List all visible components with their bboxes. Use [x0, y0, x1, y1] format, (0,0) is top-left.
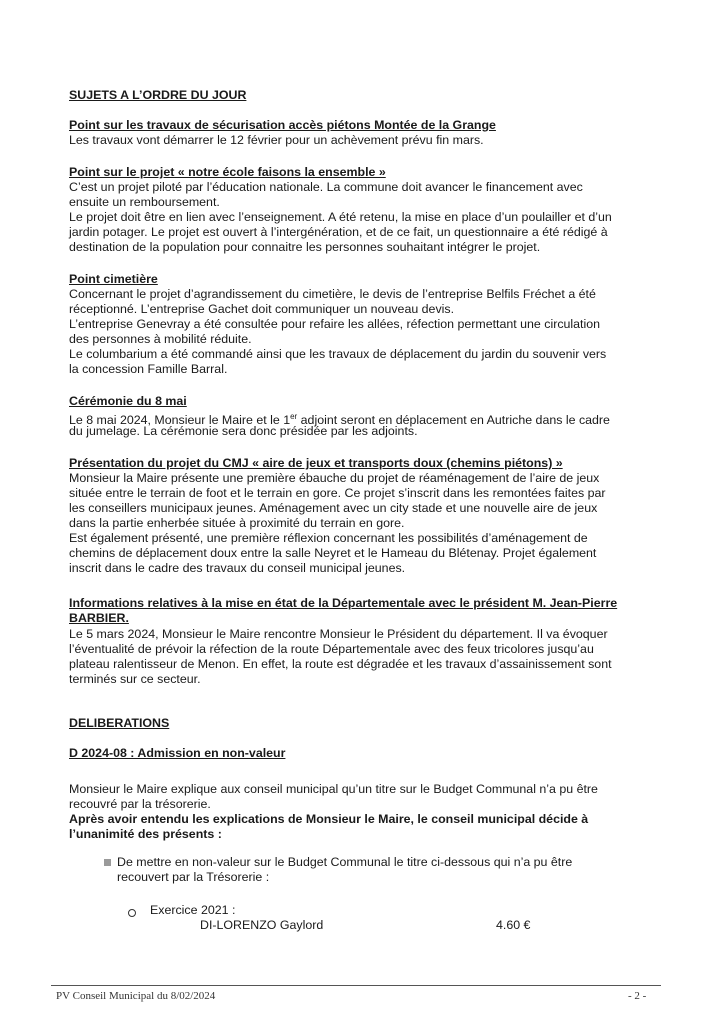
exercise-label: Exercice 2021 : — [150, 903, 236, 917]
paragraph-line: Le 5 mars 2024, Monsieur le Maire rencontre Monsieur le Président du département. Il va évoquer — [69, 627, 608, 641]
decision-line: Après avoir entendu les explications de Monsieur le Maire, le conseil municipal décide à — [69, 812, 589, 826]
paragraph-line: chemins de déplacement doux entre la salle Neyret et le Hameau du Blétenay. Projet également — [69, 546, 597, 560]
paragraph-line: réceptionné. L’entreprise Gachet doit communiquer un nouveau devis. — [69, 302, 455, 316]
section-title-departementale: Informations relatives à la mise en état de la Départementale avec le président M. Jean-Pierre — [69, 596, 618, 610]
amount-value: 4.60 € — [496, 918, 531, 932]
paragraph-line: la concession Famille Barral. — [69, 362, 228, 376]
paragraph-line: les conseillers municipaux jeunes. Aménagement avec un city stade et une nouvelle aire de jeux — [69, 501, 598, 515]
section-title-cimetiere: Point cimetière — [69, 272, 158, 286]
paragraph-line: terminés sur ce secteur. — [69, 672, 201, 686]
paragraph-line: Le columbarium a été commandé ainsi que les travaux de déplacement du jardin du souvenir vers — [69, 347, 607, 361]
footer-left: PV Conseil Municipal du 8/02/2024 — [56, 990, 216, 1002]
footer-divider — [51, 985, 661, 986]
section-title-ceremonie: Cérémonie du 8 mai — [69, 394, 187, 408]
paragraph-line: Concernant le projet d’agrandissement du cimetière, le devis de l’entreprise Belfils Fréchet a été — [69, 287, 596, 301]
agenda-heading: SUJETS A L’ORDRE DU JOUR — [69, 88, 247, 102]
decision-line: l’unanimité des présents : — [69, 827, 222, 841]
deliberations-heading: DELIBERATIONS — [69, 716, 170, 730]
circle-bullet-icon — [128, 909, 136, 917]
paragraph-line: destination de la population pour connaitre les personnes souhaitant intégrer le projet. — [69, 240, 541, 254]
paragraph-line: Le projet doit être en lien avec l’enseignement. A été retenu, la mise en place d’un poulailler et d’un — [69, 210, 612, 224]
paragraph-line: située entre le terrain de foot et le terrain en gore. Ce projet s’inscrit dans les remontées faites par — [69, 486, 606, 500]
paragraph-line: Est également présenté, une première réflexion concernant les possibilités d’aménagement de — [69, 531, 588, 545]
paragraph-line: inscrit dans le cadre des travaux du conseil municipal jeunes. — [69, 561, 406, 575]
bullet-line: recouvert par la Trésorerie : — [117, 870, 270, 884]
paragraph-line: Les travaux vont démarrer le 12 février pour un achèvement prévu fin mars. — [69, 133, 484, 147]
section-title-departementale-cont: BARBIER. — [69, 611, 129, 625]
paragraph-line: C’est un projet piloté par l’éducation nationale. La commune doit avancer le financement avec — [69, 180, 583, 194]
bullet-line: De mettre en non-valeur sur le Budget Communal le titre ci-dessous qui n’a pu être — [117, 855, 573, 869]
paragraph-line: jardin potager. Le projet est ouvert à l’intergénération, et de ce fait, un questionnaire a été rédigé à — [69, 225, 608, 239]
square-bullet-icon — [104, 859, 111, 866]
paragraph-line: dans la partie enherbée située à proximité du terrain en gore. — [69, 516, 405, 530]
text-fragment: Le 8 mai 2024, Monsieur le Maire et le 1 — [69, 413, 291, 428]
paragraph-line: du jumelage. La cérémonie sera donc présidée par les adjoints. — [69, 424, 418, 438]
paragraph-line: des personnes à mobilité réduite. — [69, 332, 252, 346]
paragraph-line: L’entreprise Genevray a été consultée pour refaire les allées, réfection permettant une circulation — [69, 317, 601, 331]
paragraph-line: Monsieur la Maire présente une première ébauche du projet de réaménagement de l’aire de jeux — [69, 471, 600, 485]
text-fragment: adjoint seront en déplacement en Autriche dans le cadre — [297, 413, 610, 428]
section-title-securisation: Point sur les travaux de sécurisation accès piétons Montée de la Grange — [69, 118, 496, 132]
debtor-name: DI-LORENZO Gaylord — [200, 918, 324, 932]
paragraph-line: plateau ralentisseur de Menon. En effet, la route est dégradée et les travaux d’assainissement sont — [69, 657, 612, 671]
paragraph-line: ensuite un remboursement. — [69, 195, 220, 209]
section-title-ecole: Point sur le projet « notre école faisons la ensemble » — [69, 165, 386, 179]
paragraph-line: l’éventualité de prévoir la réfection de la route Départementale avec des feux tricolores jusqu’au — [69, 642, 594, 656]
superscript: er — [290, 412, 298, 421]
paragraph-line: recouvré par la trésorerie. — [69, 797, 211, 811]
page-number: - 2 - — [628, 990, 647, 1002]
deliberation-title: D 2024-08 : Admission en non-valeur — [69, 746, 286, 760]
section-title-cmj: Présentation du projet du CMJ « aire de jeux et transports doux (chemins piétons) » — [69, 456, 563, 470]
paragraph-line: Monsieur le Maire explique aux conseil municipal qu’un titre sur le Budget Communal n’a pu être — [69, 782, 598, 796]
